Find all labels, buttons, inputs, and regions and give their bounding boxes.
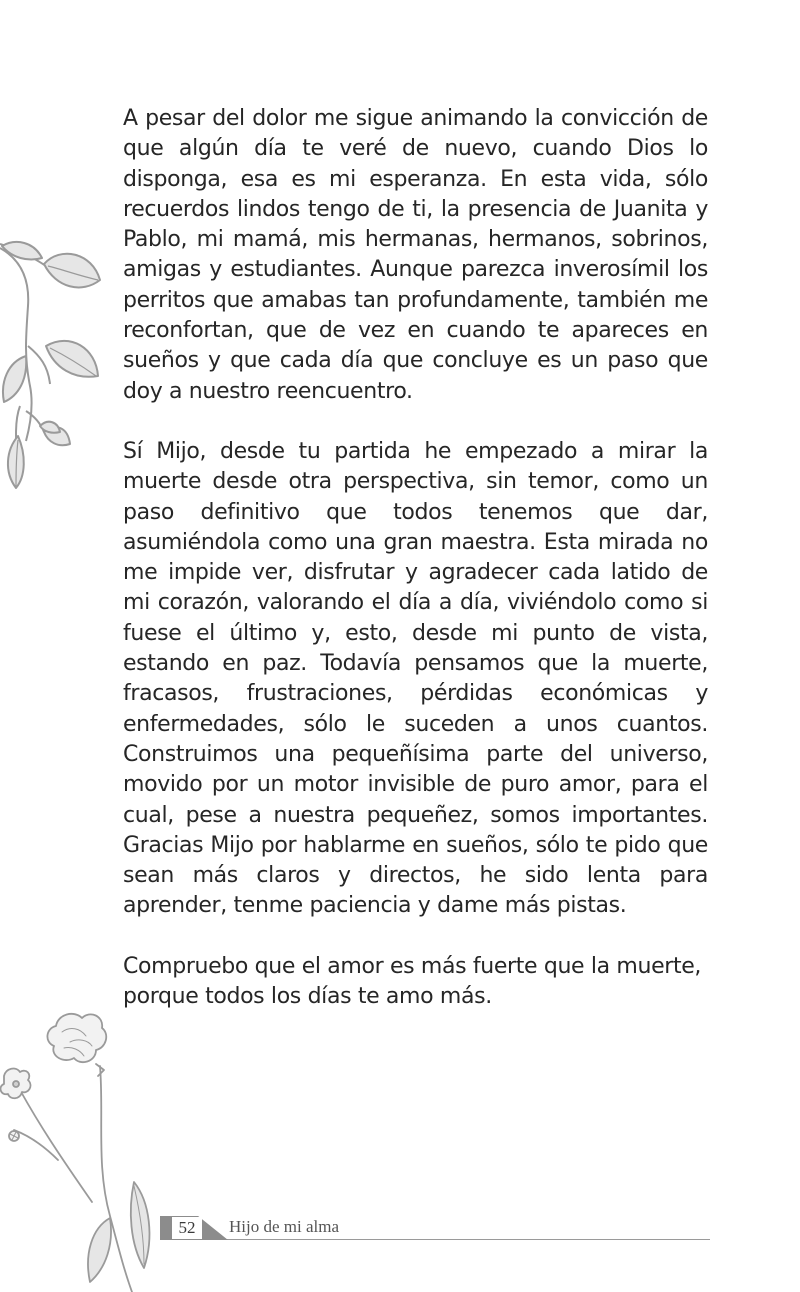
page-footer xyxy=(160,1216,710,1242)
leafy-branch-illustration xyxy=(0,236,110,496)
paragraph: Compruebo que el amor es más fuerte que la muerte, porque todos los días te amo más. xyxy=(123,953,702,1010)
running-title: Hijo de mi alma xyxy=(229,1217,340,1236)
wildflower-illustration xyxy=(0,1006,170,1292)
page-number: 52 xyxy=(172,1217,202,1239)
paragraph: Sí Mijo, desde tu partida he empezado a mirar la muerte desde otra perspectiva, sin temor, como un paso definitivo que todos tenemos que dar, asumiéndola como una gran maestra. Esta mirada no me impide ver, disfrutar y agradecer cada latido de mi corazón, valorando el día a día, viviéndolo como si fuese el último y, esto, desde mi punto de vista, estando en paz. Todavía pensamos que la muerte, fracasos, frustraciones, pérdidas económicas y enfermedades, sólo le suceden a unos cuantos. Construimos una pequeñísima parte del universo, movido por un motor invisible de puro amor, para el cual, pese a nuestra pequeñez, somos importantes. Gracias Mijo por hablarme en sueños, sólo te pido que sean más claros y directos, he sido lenta para aprender, tenme paciencia y dame más pistas. xyxy=(123,438,708,919)
body-text xyxy=(123,104,708,1042)
footer-rule xyxy=(200,1239,710,1240)
paragraph: A pesar del dolor me sigue animando la convicción de que algún día te veré de nuevo, cuando Dios lo disponga, esa es mi esperanza. En esta vida, sólo recuerdos lindos tengo de ti, la presencia de Juanita y Pablo, mi mamá, mis hermanas, hermanos, sobrinos, amigas y estudiantes. Aunque parezca inverosímil los perritos que amabas tan profundamente, también me reconfortan, que de vez en cuando te apareces en sueños y que cada día que concluye es un paso que doy a nuestro reencuentro. xyxy=(123,106,708,404)
